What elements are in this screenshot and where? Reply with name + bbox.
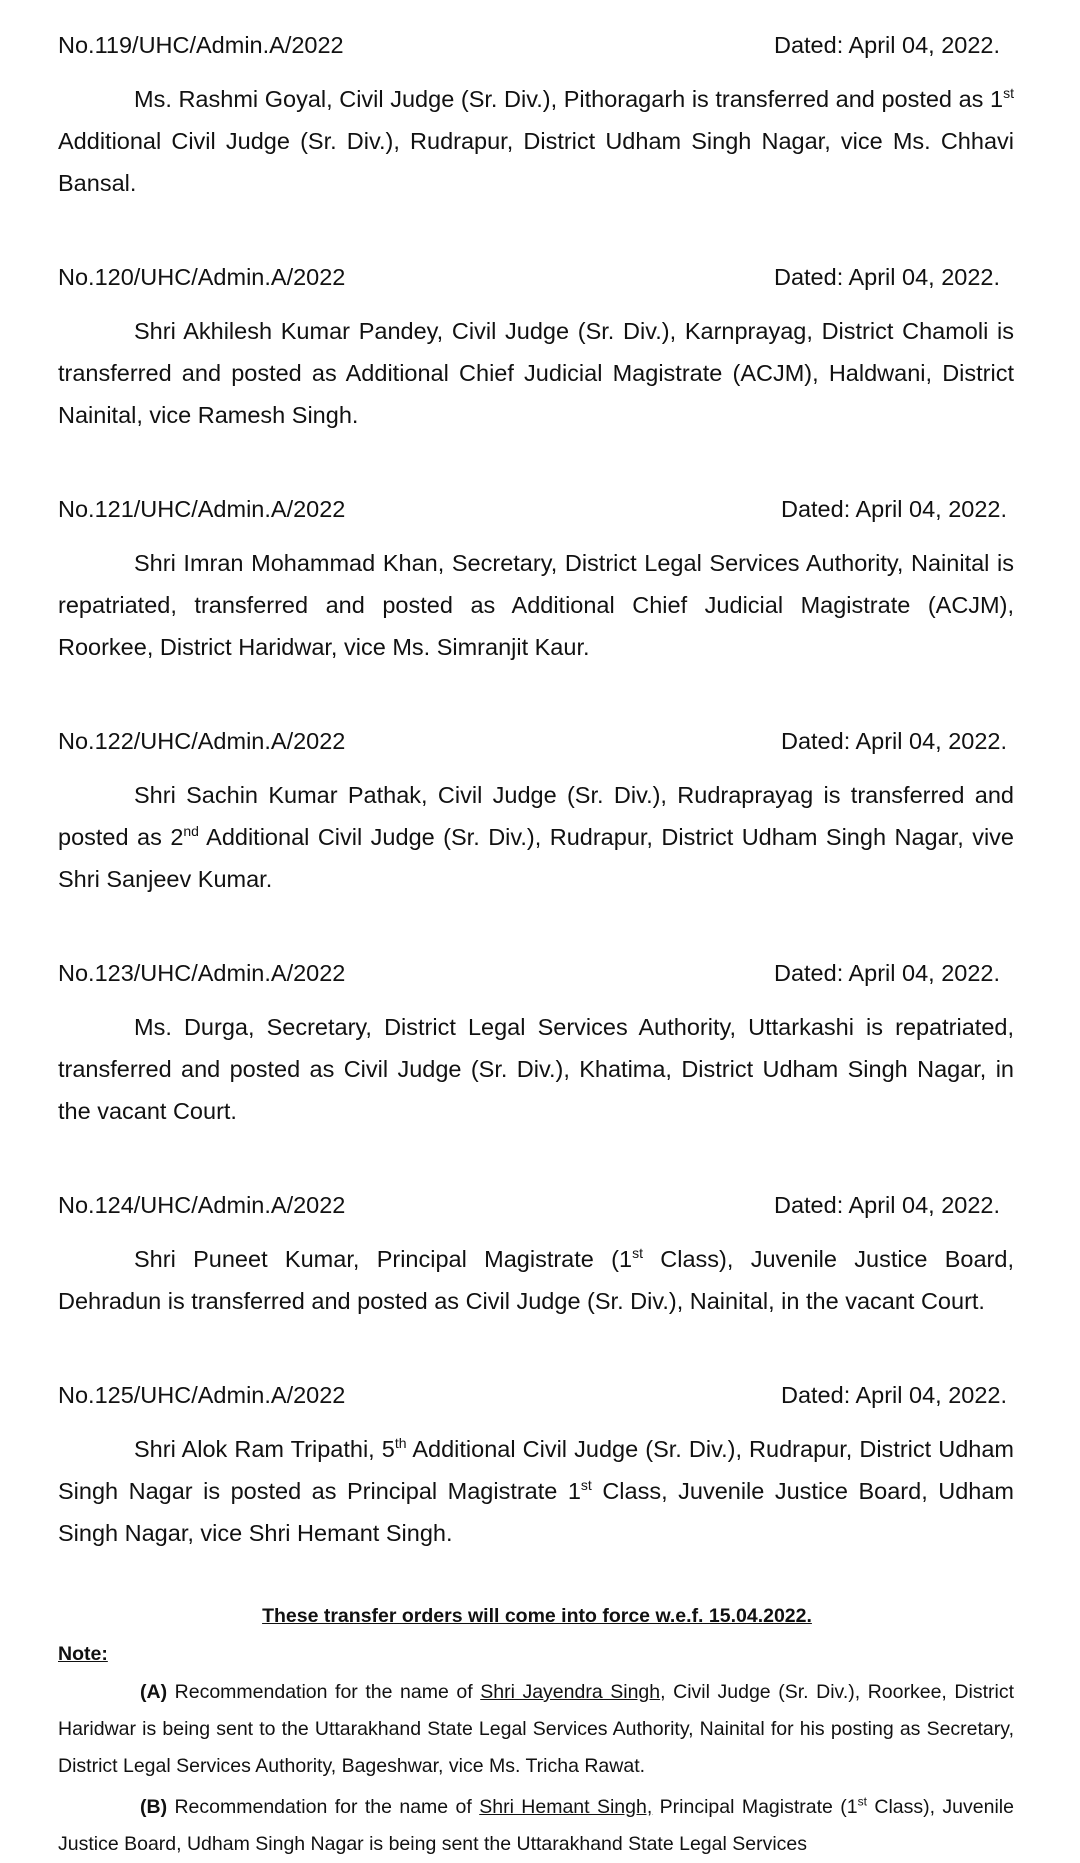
note-item-a (58, 1674, 1014, 1785)
order-text-part: Additional Civil Judge (Sr. Div.), Rudrapur, District Udham Singh Nagar, vive Shri Sanjeev Kumar. (58, 824, 1014, 892)
order-text-part: Shri Puneet Kumar, Principal Magistrate (1 (134, 1246, 633, 1272)
order-text-part: Additional Civil Judge (Sr. Div.), Rudrapur, District Udham Singh Nagar is posted as Principal Magistrate 1 (58, 1436, 1014, 1504)
ordinal-suffix: st (857, 1794, 867, 1809)
note-tag: (B) (140, 1796, 168, 1818)
order-text-part: Shri Sachin Kumar Pathak, Civil Judge (Sr. Div.), Rudraprayag is transferred and posted as 2 (58, 782, 1014, 850)
order-text-part: Shri Akhilesh Kumar Pandey, Civil Judge (Sr. Div.), Karnprayag, District Chamoli is transferred and posted as Additional Chief Judicial Magistrate (ACJM), Haldwani, District Nainital, vice Ramesh Singh. (58, 318, 1014, 428)
order-header (58, 28, 1014, 62)
transfer-order (58, 1188, 1014, 1322)
order-date: Dated: April 04, 2022. (780, 1382, 1007, 1408)
order-number: No.123/UHC/Admin.A/2022 (58, 960, 346, 986)
order-date: Dated: April 04, 2022. (773, 32, 1000, 58)
note-text: , Civil Judge (Sr. Div.), Roorkee, District Haridwar is being sent to the Uttarakhand State Legal Services Authority, Nainital for his posting as Secretary, District Legal Services Authority, Bageshwar, vice Ms. Tricha Rawat. (58, 1681, 1014, 1777)
order-date: Dated: April 04, 2022. (773, 264, 1000, 290)
order-header (58, 956, 1014, 990)
ordinal-suffix: th (394, 1435, 407, 1452)
order-header (58, 724, 1014, 758)
order-text-part: Class), Juvenile Justice Board, Dehradun is transferred and posted as Civil Judge (Sr. Div.), Nainital, in the vacant Court. (58, 1246, 1014, 1314)
order-text (58, 1428, 1014, 1554)
order-number: No.121/UHC/Admin.A/2022 (58, 496, 346, 522)
note-person-name: Shri Jayendra Singh (480, 1681, 661, 1703)
order-text (58, 78, 1014, 204)
order-number: No.119/UHC/Admin.A/2022 (58, 32, 344, 58)
note-item-b (58, 1789, 1014, 1863)
order-header (58, 1188, 1014, 1222)
order-text-part: Additional Civil Judge (Sr. Div.), Rudrapur, District Udham Singh Nagar, vice Ms. Chhavi Bansal. (58, 128, 1014, 196)
order-text-part: Class, Juvenile Justice Board, Udham Singh Nagar, vice Shri Hemant Singh. (58, 1478, 1014, 1546)
order-number: No.120/UHC/Admin.A/2022 (58, 264, 346, 290)
order-text (58, 774, 1014, 900)
transfer-order (58, 492, 1014, 668)
force-notice: These transfer orders will come into force w.e.f. 15.04.2022. (262, 1605, 812, 1627)
transfer-order (58, 956, 1014, 1132)
ordinal-suffix: st (632, 1245, 643, 1262)
order-header (58, 1378, 1014, 1412)
order-text (58, 1006, 1014, 1132)
transfer-order (58, 724, 1014, 900)
order-text (58, 1238, 1014, 1322)
note-text: Class), Juvenile Justice Board, Udham Singh Nagar is being sent the Uttarakhand State Legal Services (58, 1796, 1014, 1855)
order-header (58, 492, 1014, 526)
order-number: No.124/UHC/Admin.A/2022 (58, 1192, 346, 1218)
order-text-part: Ms. Rashmi Goyal, Civil Judge (Sr. Div.), Pithoragarh is transferred and posted as 1 (134, 86, 1004, 112)
ordinal-suffix: nd (183, 823, 199, 840)
transfer-order (58, 1378, 1014, 1554)
order-text (58, 310, 1014, 436)
transfer-order (58, 260, 1014, 436)
ordinal-suffix: st (580, 1477, 592, 1494)
note-person-name: Shri Hemant Singh, (479, 1796, 653, 1818)
ordinal-suffix: st (1003, 85, 1014, 102)
order-date: Dated: April 04, 2022. (780, 728, 1007, 754)
order-date: Dated: April 04, 2022. (773, 960, 1000, 986)
order-text (58, 542, 1014, 668)
order-number: No.122/UHC/Admin.A/2022 (58, 728, 346, 754)
note-tag: (A) (140, 1681, 168, 1703)
transfer-order (58, 28, 1014, 204)
order-number: No.125/UHC/Admin.A/2022 (58, 1382, 346, 1408)
order-text-part: Ms. Durga, Secretary, District Legal Services Authority, Uttarkashi is repatriated, transferred and posted as Civil Judge (Sr. Div.), Khatima, District Udham Singh Nagar, in the vacant Court. (58, 1014, 1014, 1124)
order-text-part: Shri Imran Mohammad Khan, Secretary, District Legal Services Authority, Nainital is repatriated, transferred and posted as Additional Chief Judicial Magistrate (ACJM), Roorkee, District Haridwar, vice Ms. Simranjit Kaur. (58, 550, 1014, 660)
note-text: Recommendation for the name of (167, 1796, 480, 1818)
order-date: Dated: April 04, 2022. (780, 496, 1007, 522)
note-text: Principal Magistrate (1 (652, 1796, 858, 1818)
order-header (58, 260, 1014, 294)
note-label: Note: (58, 1643, 108, 1665)
order-text-part: Shri Alok Ram Tripathi, 5 (134, 1436, 395, 1462)
order-date: Dated: April 04, 2022. (773, 1192, 1000, 1218)
note-text: Recommendation for the name of (167, 1681, 481, 1703)
